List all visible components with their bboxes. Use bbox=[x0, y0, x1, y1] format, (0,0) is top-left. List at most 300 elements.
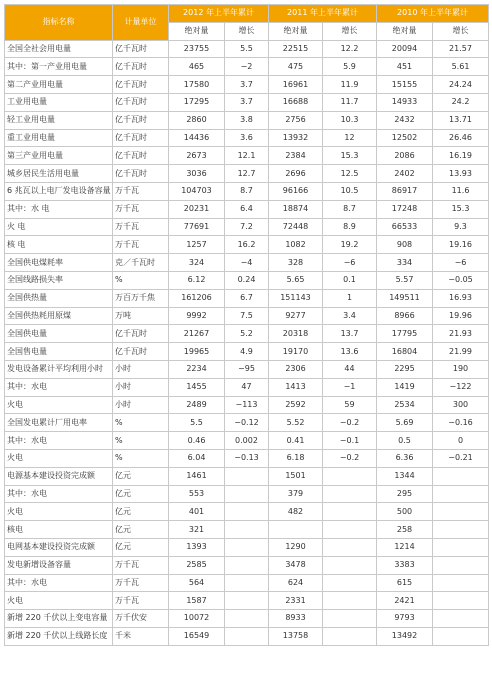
value-2011-cell: 5.52 bbox=[269, 414, 323, 432]
growth-2012-cell: 12.1 bbox=[225, 147, 269, 165]
value-2012-cell: 161206 bbox=[169, 289, 225, 307]
header-unit: 计量单位 bbox=[113, 5, 169, 41]
growth-2011-cell: −0.2 bbox=[323, 414, 377, 432]
value-2010-cell: 17795 bbox=[377, 325, 433, 343]
growth-2010-cell: 21.99 bbox=[433, 343, 489, 361]
value-2010-cell: 14933 bbox=[377, 93, 433, 111]
growth-2012-cell bbox=[225, 627, 269, 645]
value-2011-cell: 9277 bbox=[269, 307, 323, 325]
value-2011-cell: 6.18 bbox=[269, 449, 323, 467]
unit-cell: % bbox=[113, 449, 169, 467]
value-2011-cell: 18874 bbox=[269, 200, 323, 218]
growth-2011-cell bbox=[323, 503, 377, 521]
value-2010-cell: 2402 bbox=[377, 165, 433, 183]
electricity-statistics-table-container bbox=[4, 4, 488, 675]
table-row bbox=[5, 254, 489, 272]
value-2012-cell: 21267 bbox=[169, 325, 225, 343]
growth-2010-cell: −6 bbox=[433, 254, 489, 272]
value-2010-cell: 295 bbox=[377, 485, 433, 503]
value-2011-cell: 2592 bbox=[269, 396, 323, 414]
table-row bbox=[5, 236, 489, 254]
table-row bbox=[5, 574, 489, 592]
value-2012-cell: 1393 bbox=[169, 538, 225, 556]
growth-2010-cell: 0 bbox=[433, 432, 489, 450]
table-row bbox=[5, 40, 489, 58]
unit-cell: 万千瓦 bbox=[113, 236, 169, 254]
value-2012-cell: 0.46 bbox=[169, 432, 225, 450]
value-2010-cell: 149511 bbox=[377, 289, 433, 307]
unit-cell: 万千瓦 bbox=[113, 556, 169, 574]
growth-2012-cell: 3.7 bbox=[225, 76, 269, 94]
table-row bbox=[5, 147, 489, 165]
value-2010-cell: 66533 bbox=[377, 218, 433, 236]
value-2012-cell: 16549 bbox=[169, 627, 225, 645]
value-2010-cell: 2534 bbox=[377, 396, 433, 414]
unit-cell: 万千瓦 bbox=[113, 574, 169, 592]
indicator-name-cell: 核电 bbox=[5, 521, 113, 539]
value-2011-cell: 0.41 bbox=[269, 432, 323, 450]
growth-2011-cell: 12.2 bbox=[323, 40, 377, 58]
table-row bbox=[5, 76, 489, 94]
value-2011-cell: 19170 bbox=[269, 343, 323, 361]
value-2010-cell: 908 bbox=[377, 236, 433, 254]
growth-2011-cell: 12.5 bbox=[323, 165, 377, 183]
growth-2012-cell: 5.2 bbox=[225, 325, 269, 343]
value-2012-cell: 1257 bbox=[169, 236, 225, 254]
growth-2011-cell bbox=[323, 538, 377, 556]
indicator-name-cell: 第二产业用电量 bbox=[5, 76, 113, 94]
indicator-name-cell: 火电 bbox=[5, 592, 113, 610]
value-2010-cell: 2432 bbox=[377, 111, 433, 129]
indicator-name-cell: 全国全社会用电量 bbox=[5, 40, 113, 58]
growth-2010-cell: 15.3 bbox=[433, 200, 489, 218]
value-2010-cell: 12502 bbox=[377, 129, 433, 147]
value-2010-cell: 3383 bbox=[377, 556, 433, 574]
unit-cell: % bbox=[113, 432, 169, 450]
table-row bbox=[5, 93, 489, 111]
value-2010-cell: 5.69 bbox=[377, 414, 433, 432]
growth-2012-cell: 47 bbox=[225, 378, 269, 396]
value-2012-cell: 20231 bbox=[169, 200, 225, 218]
growth-2012-cell bbox=[225, 556, 269, 574]
unit-cell: 亿千瓦时 bbox=[113, 93, 169, 111]
table-row bbox=[5, 449, 489, 467]
indicator-name-cell: 电网基本建设投资完成额 bbox=[5, 538, 113, 556]
growth-2011-cell bbox=[323, 592, 377, 610]
growth-2012-cell: 5.5 bbox=[225, 40, 269, 58]
growth-2010-cell: 5.61 bbox=[433, 58, 489, 76]
table-row bbox=[5, 592, 489, 610]
header-period-2011: 2011 年上半年累计 bbox=[269, 5, 377, 23]
value-2012-cell: 2860 bbox=[169, 111, 225, 129]
value-2010-cell: 15155 bbox=[377, 76, 433, 94]
table-row bbox=[5, 111, 489, 129]
growth-2011-cell: 10.5 bbox=[323, 182, 377, 200]
table-row bbox=[5, 289, 489, 307]
growth-2010-cell bbox=[433, 556, 489, 574]
growth-2012-cell: 6.7 bbox=[225, 289, 269, 307]
value-2012-cell: 465 bbox=[169, 58, 225, 76]
value-2012-cell: 321 bbox=[169, 521, 225, 539]
growth-2011-cell: 11.7 bbox=[323, 93, 377, 111]
value-2010-cell: 2421 bbox=[377, 592, 433, 610]
growth-2012-cell: 3.8 bbox=[225, 111, 269, 129]
value-2010-cell: 0.5 bbox=[377, 432, 433, 450]
value-2011-cell: 1290 bbox=[269, 538, 323, 556]
table-row bbox=[5, 200, 489, 218]
growth-2011-cell: 12 bbox=[323, 129, 377, 147]
subheader-growth-2010: 增长 bbox=[433, 22, 489, 40]
growth-2010-cell: 11.6 bbox=[433, 182, 489, 200]
growth-2012-cell bbox=[225, 538, 269, 556]
value-2012-cell: 6.04 bbox=[169, 449, 225, 467]
growth-2010-cell: 190 bbox=[433, 360, 489, 378]
value-2011-cell: 2306 bbox=[269, 360, 323, 378]
unit-cell: 亿千瓦时 bbox=[113, 343, 169, 361]
growth-2011-cell: 19.2 bbox=[323, 236, 377, 254]
value-2011-cell: 2331 bbox=[269, 592, 323, 610]
unit-cell: 亿元 bbox=[113, 503, 169, 521]
growth-2010-cell bbox=[433, 467, 489, 485]
table-row bbox=[5, 378, 489, 396]
value-2012-cell: 553 bbox=[169, 485, 225, 503]
value-2012-cell: 2585 bbox=[169, 556, 225, 574]
table-row bbox=[5, 218, 489, 236]
growth-2012-cell: −4 bbox=[225, 254, 269, 272]
unit-cell: 万千伏安 bbox=[113, 610, 169, 628]
unit-cell: 万千瓦 bbox=[113, 592, 169, 610]
unit-cell: % bbox=[113, 414, 169, 432]
growth-2012-cell bbox=[225, 485, 269, 503]
growth-2011-cell: 59 bbox=[323, 396, 377, 414]
value-2011-cell: 22515 bbox=[269, 40, 323, 58]
value-2010-cell: 17248 bbox=[377, 200, 433, 218]
unit-cell: % bbox=[113, 271, 169, 289]
value-2010-cell: 451 bbox=[377, 58, 433, 76]
unit-cell: 亿千瓦时 bbox=[113, 40, 169, 58]
growth-2010-cell: 300 bbox=[433, 396, 489, 414]
growth-2010-cell bbox=[433, 610, 489, 628]
header-row-periods bbox=[5, 5, 489, 23]
header-period-2012: 2012 年上半年累计 bbox=[169, 5, 269, 23]
table-row bbox=[5, 467, 489, 485]
value-2010-cell: 2086 bbox=[377, 147, 433, 165]
table-row bbox=[5, 521, 489, 539]
subheader-value-2012: 绝对量 bbox=[169, 22, 225, 40]
value-2010-cell: 6.36 bbox=[377, 449, 433, 467]
value-2011-cell: 328 bbox=[269, 254, 323, 272]
indicator-name-cell: 全国供热量 bbox=[5, 289, 113, 307]
table-row bbox=[5, 627, 489, 645]
growth-2012-cell bbox=[225, 574, 269, 592]
table-row bbox=[5, 182, 489, 200]
growth-2010-cell bbox=[433, 627, 489, 645]
value-2012-cell: 1455 bbox=[169, 378, 225, 396]
growth-2011-cell: −1 bbox=[323, 378, 377, 396]
subheader-value-2011: 绝对量 bbox=[269, 22, 323, 40]
growth-2010-cell: −0.05 bbox=[433, 271, 489, 289]
value-2012-cell: 23755 bbox=[169, 40, 225, 58]
value-2010-cell: 1344 bbox=[377, 467, 433, 485]
table-row bbox=[5, 165, 489, 183]
growth-2012-cell: 3.7 bbox=[225, 93, 269, 111]
growth-2010-cell: 13.93 bbox=[433, 165, 489, 183]
growth-2011-cell: −0.2 bbox=[323, 449, 377, 467]
growth-2010-cell bbox=[433, 592, 489, 610]
unit-cell: 亿元 bbox=[113, 538, 169, 556]
indicator-name-cell: 新增 220 千伏以上线路长度 bbox=[5, 627, 113, 645]
growth-2011-cell bbox=[323, 521, 377, 539]
growth-2012-cell bbox=[225, 503, 269, 521]
indicator-name-cell: 全国线路损失率 bbox=[5, 271, 113, 289]
indicator-name-cell: 工业用电量 bbox=[5, 93, 113, 111]
unit-cell: 亿千瓦时 bbox=[113, 76, 169, 94]
value-2011-cell: 72448 bbox=[269, 218, 323, 236]
value-2010-cell: 5.57 bbox=[377, 271, 433, 289]
unit-cell: 亿千瓦时 bbox=[113, 325, 169, 343]
unit-cell: 亿元 bbox=[113, 485, 169, 503]
growth-2011-cell: 8.7 bbox=[323, 200, 377, 218]
value-2010-cell: 615 bbox=[377, 574, 433, 592]
indicator-name-cell: 重工业用电量 bbox=[5, 129, 113, 147]
table-row bbox=[5, 343, 489, 361]
unit-cell: 克／千瓦时 bbox=[113, 254, 169, 272]
table-row bbox=[5, 325, 489, 343]
table-row bbox=[5, 271, 489, 289]
growth-2011-cell: 44 bbox=[323, 360, 377, 378]
unit-cell: 亿元 bbox=[113, 521, 169, 539]
value-2011-cell: 20318 bbox=[269, 325, 323, 343]
value-2011-cell: 1082 bbox=[269, 236, 323, 254]
growth-2012-cell: 4.9 bbox=[225, 343, 269, 361]
growth-2010-cell: −0.21 bbox=[433, 449, 489, 467]
unit-cell: 亿元 bbox=[113, 467, 169, 485]
growth-2010-cell bbox=[433, 485, 489, 503]
value-2010-cell: 20094 bbox=[377, 40, 433, 58]
value-2011-cell: 96166 bbox=[269, 182, 323, 200]
header-period-2010: 2010 年上半年累计 bbox=[377, 5, 489, 23]
value-2012-cell: 17580 bbox=[169, 76, 225, 94]
growth-2012-cell: −113 bbox=[225, 396, 269, 414]
indicator-name-cell: 6 兆瓦以上电厂发电设备容量 bbox=[5, 182, 113, 200]
growth-2012-cell: −0.12 bbox=[225, 414, 269, 432]
subheader-growth-2012: 增长 bbox=[225, 22, 269, 40]
value-2011-cell: 2696 bbox=[269, 165, 323, 183]
unit-cell: 小时 bbox=[113, 360, 169, 378]
value-2012-cell: 1461 bbox=[169, 467, 225, 485]
value-2011-cell: 482 bbox=[269, 503, 323, 521]
value-2012-cell: 104703 bbox=[169, 182, 225, 200]
unit-cell: 亿千瓦时 bbox=[113, 129, 169, 147]
value-2012-cell: 17295 bbox=[169, 93, 225, 111]
value-2010-cell: 13492 bbox=[377, 627, 433, 645]
growth-2011-cell: 15.3 bbox=[323, 147, 377, 165]
value-2010-cell: 16804 bbox=[377, 343, 433, 361]
value-2010-cell: 9793 bbox=[377, 610, 433, 628]
indicator-name-cell: 其中：水电 bbox=[5, 378, 113, 396]
unit-cell: 小时 bbox=[113, 396, 169, 414]
indicator-name-cell: 新增 220 千伏以上变电容量 bbox=[5, 610, 113, 628]
electricity-statistics-table bbox=[4, 4, 489, 646]
growth-2010-cell: 24.2 bbox=[433, 93, 489, 111]
value-2011-cell bbox=[269, 521, 323, 539]
growth-2011-cell: 0.1 bbox=[323, 271, 377, 289]
indicator-name-cell: 全国供电量 bbox=[5, 325, 113, 343]
growth-2012-cell: 16.2 bbox=[225, 236, 269, 254]
growth-2010-cell: 24.24 bbox=[433, 76, 489, 94]
indicator-name-cell: 第三产业用电量 bbox=[5, 147, 113, 165]
value-2012-cell: 19965 bbox=[169, 343, 225, 361]
value-2012-cell: 10072 bbox=[169, 610, 225, 628]
indicator-name-cell: 全国售电量 bbox=[5, 343, 113, 361]
indicator-name-cell: 核 电 bbox=[5, 236, 113, 254]
table-row bbox=[5, 538, 489, 556]
growth-2010-cell: −0.16 bbox=[433, 414, 489, 432]
value-2011-cell: 13932 bbox=[269, 129, 323, 147]
table-row bbox=[5, 485, 489, 503]
value-2012-cell: 1587 bbox=[169, 592, 225, 610]
value-2010-cell: 86917 bbox=[377, 182, 433, 200]
value-2012-cell: 2673 bbox=[169, 147, 225, 165]
growth-2010-cell: 13.71 bbox=[433, 111, 489, 129]
growth-2011-cell: 13.7 bbox=[323, 325, 377, 343]
unit-cell: 亿千瓦时 bbox=[113, 147, 169, 165]
value-2011-cell: 16688 bbox=[269, 93, 323, 111]
growth-2010-cell: 19.96 bbox=[433, 307, 489, 325]
indicator-name-cell: 发电设备累计平均利用小时 bbox=[5, 360, 113, 378]
table-body bbox=[5, 40, 489, 645]
table-row bbox=[5, 610, 489, 628]
table-row bbox=[5, 58, 489, 76]
growth-2012-cell bbox=[225, 610, 269, 628]
growth-2012-cell: 6.4 bbox=[225, 200, 269, 218]
indicator-name-cell: 城乡居民生活用电量 bbox=[5, 165, 113, 183]
growth-2011-cell: 5.9 bbox=[323, 58, 377, 76]
indicator-name-cell: 全国供电煤耗率 bbox=[5, 254, 113, 272]
growth-2012-cell: 7.2 bbox=[225, 218, 269, 236]
value-2012-cell: 14436 bbox=[169, 129, 225, 147]
value-2012-cell: 2489 bbox=[169, 396, 225, 414]
header-indicator-name: 指标名称 bbox=[5, 5, 113, 41]
value-2011-cell: 379 bbox=[269, 485, 323, 503]
growth-2010-cell: −122 bbox=[433, 378, 489, 396]
growth-2012-cell: −2 bbox=[225, 58, 269, 76]
growth-2012-cell: 3.6 bbox=[225, 129, 269, 147]
subheader-growth-2011: 增长 bbox=[323, 22, 377, 40]
value-2010-cell: 500 bbox=[377, 503, 433, 521]
value-2011-cell: 2756 bbox=[269, 111, 323, 129]
unit-cell: 万千瓦 bbox=[113, 182, 169, 200]
table-row bbox=[5, 503, 489, 521]
growth-2010-cell: 21.57 bbox=[433, 40, 489, 58]
indicator-name-cell: 电源基本建设投资完成额 bbox=[5, 467, 113, 485]
value-2010-cell: 258 bbox=[377, 521, 433, 539]
growth-2010-cell bbox=[433, 574, 489, 592]
growth-2012-cell: 12.7 bbox=[225, 165, 269, 183]
growth-2010-cell bbox=[433, 521, 489, 539]
growth-2011-cell bbox=[323, 467, 377, 485]
growth-2010-cell: 21.93 bbox=[433, 325, 489, 343]
growth-2012-cell bbox=[225, 521, 269, 539]
indicator-name-cell: 轻工业用电量 bbox=[5, 111, 113, 129]
table-row bbox=[5, 307, 489, 325]
growth-2011-cell: 3.4 bbox=[323, 307, 377, 325]
growth-2010-cell: 9.3 bbox=[433, 218, 489, 236]
value-2011-cell: 475 bbox=[269, 58, 323, 76]
growth-2011-cell: 10.3 bbox=[323, 111, 377, 129]
unit-cell: 亿千瓦时 bbox=[113, 58, 169, 76]
table-row bbox=[5, 129, 489, 147]
value-2011-cell: 151143 bbox=[269, 289, 323, 307]
value-2011-cell: 624 bbox=[269, 574, 323, 592]
indicator-name-cell: 火电 bbox=[5, 396, 113, 414]
growth-2012-cell bbox=[225, 467, 269, 485]
growth-2010-cell bbox=[433, 538, 489, 556]
growth-2010-cell: 16.93 bbox=[433, 289, 489, 307]
indicator-name-cell: 火电 bbox=[5, 503, 113, 521]
indicator-name-cell: 其中：水 电 bbox=[5, 200, 113, 218]
indicator-name-cell: 其中：水电 bbox=[5, 485, 113, 503]
growth-2011-cell bbox=[323, 574, 377, 592]
value-2012-cell: 401 bbox=[169, 503, 225, 521]
value-2011-cell: 16961 bbox=[269, 76, 323, 94]
unit-cell: 亿千瓦时 bbox=[113, 111, 169, 129]
value-2011-cell: 13758 bbox=[269, 627, 323, 645]
growth-2012-cell bbox=[225, 592, 269, 610]
indicator-name-cell: 火 电 bbox=[5, 218, 113, 236]
growth-2011-cell: 11.9 bbox=[323, 76, 377, 94]
indicator-name-cell: 其中：水电 bbox=[5, 432, 113, 450]
unit-cell: 万千瓦 bbox=[113, 218, 169, 236]
growth-2010-cell: 26.46 bbox=[433, 129, 489, 147]
indicator-name-cell: 发电新增设备容量 bbox=[5, 556, 113, 574]
growth-2011-cell bbox=[323, 610, 377, 628]
indicator-name-cell: 火电 bbox=[5, 449, 113, 467]
table-row bbox=[5, 556, 489, 574]
indicator-name-cell: 全国发电累计厂用电率 bbox=[5, 414, 113, 432]
growth-2011-cell bbox=[323, 485, 377, 503]
value-2011-cell: 2384 bbox=[269, 147, 323, 165]
growth-2012-cell: 8.7 bbox=[225, 182, 269, 200]
growth-2011-cell: −6 bbox=[323, 254, 377, 272]
growth-2010-cell bbox=[433, 503, 489, 521]
growth-2012-cell: −0.13 bbox=[225, 449, 269, 467]
value-2012-cell: 5.5 bbox=[169, 414, 225, 432]
value-2012-cell: 6.12 bbox=[169, 271, 225, 289]
value-2012-cell: 3036 bbox=[169, 165, 225, 183]
growth-2011-cell: 1 bbox=[323, 289, 377, 307]
unit-cell: 小时 bbox=[113, 378, 169, 396]
unit-cell: 万千瓦 bbox=[113, 200, 169, 218]
unit-cell: 万百万千焦 bbox=[113, 289, 169, 307]
value-2012-cell: 9992 bbox=[169, 307, 225, 325]
growth-2011-cell: 13.6 bbox=[323, 343, 377, 361]
growth-2012-cell: −95 bbox=[225, 360, 269, 378]
growth-2010-cell: 16.19 bbox=[433, 147, 489, 165]
value-2010-cell: 1214 bbox=[377, 538, 433, 556]
growth-2011-cell: 8.9 bbox=[323, 218, 377, 236]
indicator-name-cell: 全国供热耗用原煤 bbox=[5, 307, 113, 325]
value-2010-cell: 1419 bbox=[377, 378, 433, 396]
indicator-name-cell: 其中：水电 bbox=[5, 574, 113, 592]
growth-2012-cell: 7.5 bbox=[225, 307, 269, 325]
value-2012-cell: 77691 bbox=[169, 218, 225, 236]
unit-cell: 千米 bbox=[113, 627, 169, 645]
value-2012-cell: 324 bbox=[169, 254, 225, 272]
table-row bbox=[5, 360, 489, 378]
value-2010-cell: 334 bbox=[377, 254, 433, 272]
table-row bbox=[5, 432, 489, 450]
